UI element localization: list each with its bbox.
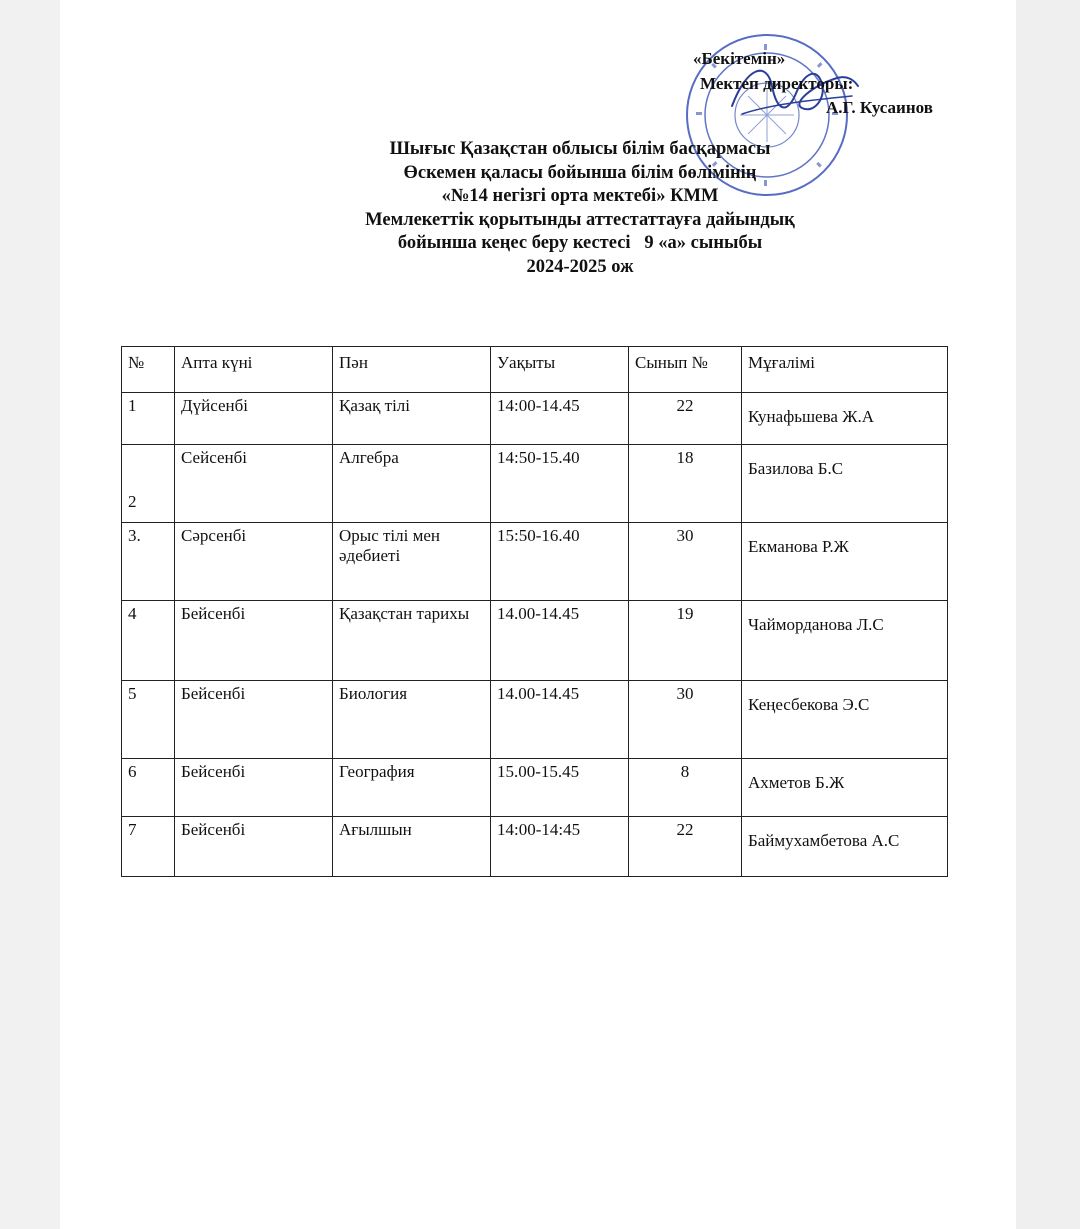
cell-time: 14:00-14:45: [491, 817, 629, 877]
table-row: [122, 445, 948, 523]
table-row: [122, 393, 948, 445]
cell-subject: Орыс тілі мен әдебиеті: [333, 523, 491, 601]
table-row: [122, 759, 948, 817]
cell-teacher: Базилова Б.С: [742, 445, 948, 523]
approval-name: А.Г. Кусаинов: [826, 98, 933, 117]
cell-time: 14.00-14.45: [491, 601, 629, 681]
cell-number: 1: [122, 393, 175, 445]
heading-line-2: Өскемен қаласы бойынша білім бөлімінің: [403, 162, 757, 183]
cell-time: 15.00-15.45: [491, 759, 629, 817]
cell-time: 15:50-16.40: [491, 523, 629, 601]
cell-number: 5: [122, 681, 175, 759]
cell-weekday: Бейсенбі: [175, 817, 333, 877]
cell-weekday: Бейсенбі: [175, 681, 333, 759]
cell-teacher: Кеңесбекова Э.С: [742, 681, 948, 759]
heading-line-5: бойынша кеңес беру кестесі 9 «а» сыныбы: [397, 233, 763, 253]
cell-weekday: Дүйсенбі: [175, 393, 333, 445]
cell-number: 4: [122, 601, 175, 681]
cell-room: 8: [629, 759, 742, 817]
cell-number: 6: [122, 759, 175, 817]
cell-room: 18: [629, 445, 742, 523]
cell-subject: Биология: [333, 681, 491, 759]
cell-time: 14.00-14.45: [491, 681, 629, 759]
header-weekday: Апта күні: [175, 347, 333, 393]
table-row: [122, 817, 948, 877]
cell-teacher: Ахметов Б.Ж: [742, 759, 948, 817]
table-header-row: [122, 347, 948, 393]
cell-teacher: Кунафьшева Ж.А: [742, 393, 948, 445]
cell-teacher: Баймухамбетова А.С: [742, 817, 948, 877]
cell-number: 3.: [122, 523, 175, 601]
cell-subject: Қазақ тілі: [333, 393, 491, 445]
cell-room: 19: [629, 601, 742, 681]
heading-line-3: «№14 негізгі орта мектебі» КММ: [441, 186, 719, 206]
header-number: №: [122, 347, 175, 393]
header-teacher: Мұғалімі: [742, 347, 948, 393]
cell-room: 22: [629, 817, 742, 877]
table-row: [122, 681, 948, 759]
cell-weekday: Сәрсенбі: [175, 523, 333, 601]
table-row: [122, 523, 948, 601]
approval-position: Мектеп директоры:: [700, 74, 854, 93]
approval-title: «Бекітемін»: [693, 49, 786, 68]
cell-room: 22: [629, 393, 742, 445]
cell-number: 7: [122, 817, 175, 877]
cell-subject: Қазақстан тарихы: [333, 601, 491, 681]
header-room: Сынып №: [629, 347, 742, 393]
cell-room: 30: [629, 523, 742, 601]
cell-weekday: Бейсенбі: [175, 601, 333, 681]
cell-subject: Алгебра: [333, 445, 491, 523]
cell-time: 14:50-15.40: [491, 445, 629, 523]
document-heading: [300, 138, 860, 279]
cell-time: 14:00-14.45: [491, 393, 629, 445]
cell-weekday: Сейсенбі: [175, 445, 333, 523]
cell-weekday: Бейсенбі: [175, 759, 333, 817]
right-margin: [1016, 0, 1080, 1229]
cell-teacher: Чайморданова Л.С: [742, 601, 948, 681]
header-time: Уақыты: [491, 347, 629, 393]
cell-room: 30: [629, 681, 742, 759]
cell-subject: Ағылшын: [333, 817, 491, 877]
left-margin: [0, 0, 60, 1229]
cell-subject: География: [333, 759, 491, 817]
header-subject: Пән: [333, 347, 491, 393]
cell-teacher: Екманова Р.Ж: [742, 523, 948, 601]
schedule-table: [121, 346, 948, 877]
heading-line-4: Мемлекеттік қорытынды аттестаттауға дайындық: [365, 209, 795, 230]
table-row: [122, 601, 948, 681]
heading-line-1: Шығыс Қазақстан облысы білім басқармасы: [389, 139, 771, 159]
heading-line-6: 2024-2025 ож: [526, 256, 634, 277]
cell-number: 2: [122, 445, 175, 523]
